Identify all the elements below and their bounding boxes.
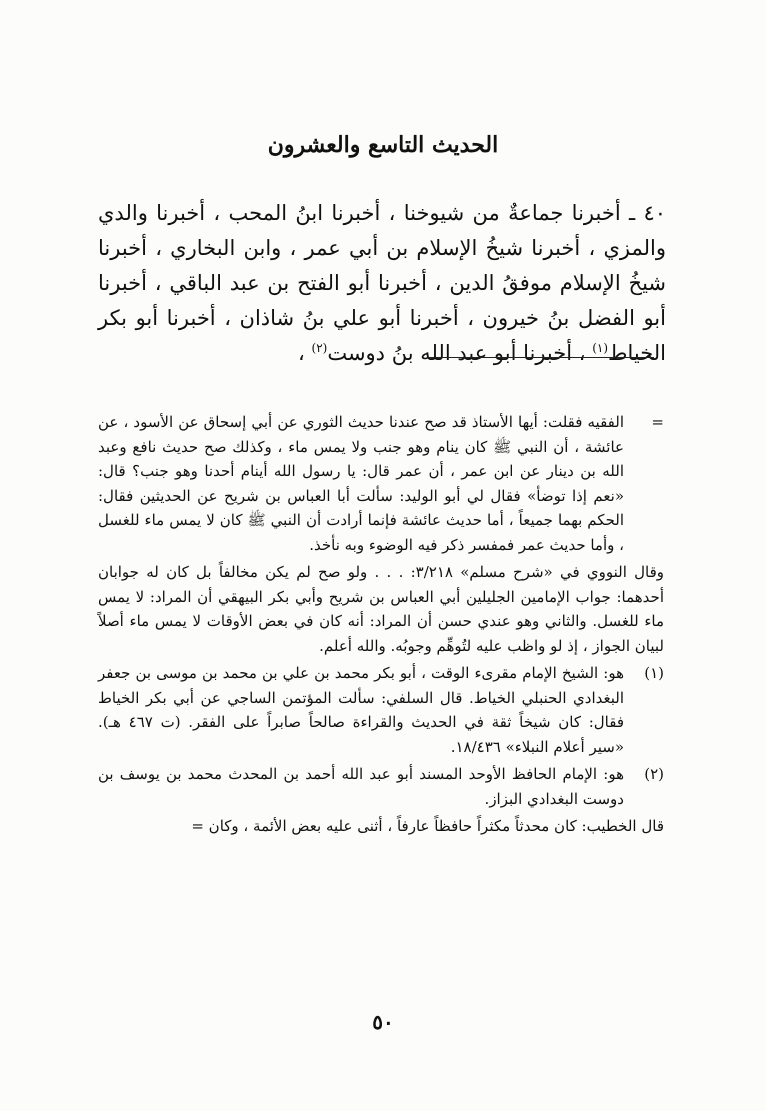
continuation-marker: = bbox=[651, 413, 664, 431]
isnad-text: ٤٠ ـ أخبرنا جماعةٌ من شيوخنا ، أخبرنا ابنُ المحب ، أخبرنا والدي والمزي ، أخبرنا شيخُ الإسلام بن أبي عمر ، وابن البخاري ، أخبرنا شيخُ الإسلام موفقُ الدين ، أخبرنا أبو الفتح بن عبد الباقي ، أخبرنا أبو الفضل بنُ خيرون ، أخبرنا أبو علي بنُ شاذان ، أخبرنا أبو بكر الخياط bbox=[98, 201, 666, 365]
footnote-1 bbox=[98, 661, 664, 759]
footnote-2-continued: قال الخطيب: كان محدثاً مكثراً حافظاً عارفاً ، أثنى عليه بعض الأئمة ، وكان = bbox=[191, 817, 664, 835]
nawawi-paragraph bbox=[98, 560, 664, 658]
page-number: ٥٠ bbox=[372, 1010, 394, 1034]
main-text bbox=[98, 196, 666, 371]
footnote-separator bbox=[428, 357, 654, 358]
continuation-paragraph-2: وقال النووي في «شرح مسلم» ٣/٢١٨: . . . ولو صح لم يكن مخالفاً بل كان له جوابان أحدهما: جواب الإمامين الجليلين أبي العباس بن شريح وأبي بكر البيهقي أن المراد: لا يمس ماء للغسل. والثاني وهو عندي حسن أن المراد: أنه كان في بعض الأوقات لا يمس ماء أصلاً لبيان الجواز ، إذ لو واظب عليه لتُوهِّم وجوبُه. والله أعلم. bbox=[98, 563, 665, 655]
footnote-ref-1: (١) bbox=[592, 341, 609, 355]
footnote-1-text: هو: الشيخ الإمام مقرىء الوقت ، أبو بكر محمد بن علي بن محمد بن موسى بن جعفر البغدادي الحنبلي الخياط. قال السلفي: سألت المؤتمن الساجي عن أبي بكر الخياط فقال: كان شيخاً ثقة في الحديث والقراءة صالحاً صابراً على الفقر. (ت ٤٦٧ هـ). «سير أعلام النبلاء» ١٨/٤٣٦. bbox=[98, 664, 624, 756]
continuation-paragraph-1: الفقيه فقلت: أيها الأستاذ قد صح عندنا حديث الثوري عن أبي إسحاق عن الأسود ، عن عائشة ، أن النبي ﷺ كان ينام وهو جنب ولا يمس ماء ، وكذلك صح حديث نافع وعبد الله بن دينار عن ابن عمر ، أن عمر قال: يا رسول الله أينام أحدنا وهو جنب؟ قال: «نعم إذا توضأ» فقال لي أبو الوليد: سألت أبا العباس بن شريح عن الحديثين فقال: الحكم بهما جميعاً ، أما حديث عائشة فإنما أرادت أن النبي ﷺ كان لا يمس ماء للغسل ، وأما حديث عمر فمفسر ذكر فيه الوضوء وبه نأخذ. bbox=[98, 413, 624, 554]
footnote-1-marker: (١) bbox=[644, 664, 664, 682]
isnad-text-3: ، bbox=[298, 341, 312, 365]
hadith-title: الحديث التاسع والعشرون bbox=[267, 132, 499, 158]
footnote-2-text: هو: الإمام الحافظ الأوحد المسند أبو عبد الله أحمد بن المحدث محمد بن يوسف بن دوست البغدادي البزاز. bbox=[98, 765, 624, 808]
footnote-continuation bbox=[98, 410, 664, 557]
footnote-2-marker: (٢) bbox=[644, 765, 664, 783]
footnote-ref-2: (٢) bbox=[311, 341, 328, 355]
isnad-paragraph bbox=[98, 196, 666, 371]
footnote-2 bbox=[98, 762, 664, 811]
footnotes bbox=[98, 410, 664, 839]
isnad-text-2: ، أخبرنا أبو عبد الله بنُ دوست bbox=[327, 341, 593, 365]
